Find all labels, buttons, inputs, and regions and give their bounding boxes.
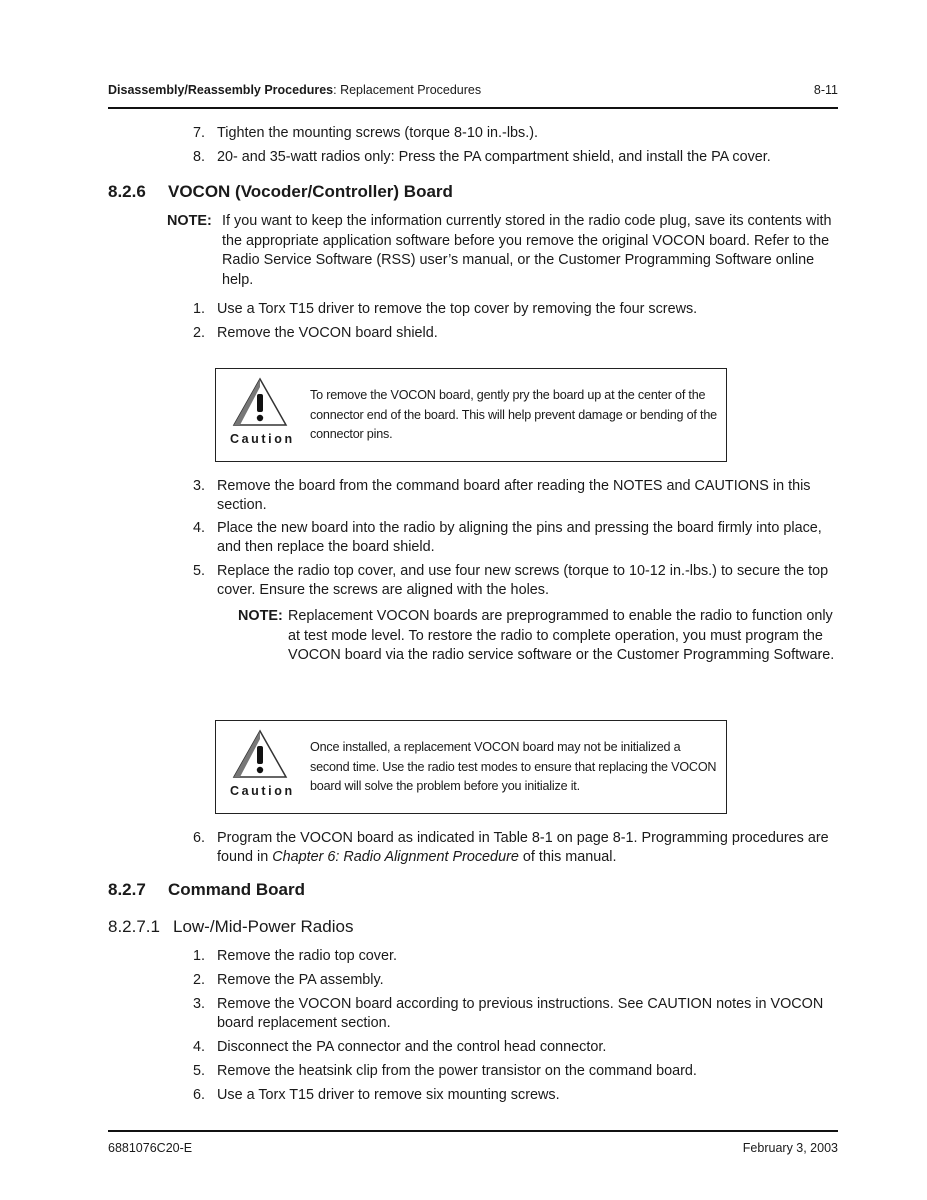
subsection-title: Low-/Mid-Power Radios	[173, 917, 354, 936]
step-text: Disconnect the PA connector and the control head connector.	[217, 1039, 607, 1055]
footer-rule	[108, 1130, 838, 1132]
note-label: NOTE:	[167, 213, 212, 229]
step-text: Remove the heatsink clip from the power transistor on the command board.	[217, 1063, 697, 1079]
note-text: If you want to keep the information currently stored in the radio code plug, save its contents with the appropriate application software before you remove the original VOCON board. Refer to the Radio Service Software (RSS) user’s manual, or the Customer Programming Software online help.	[222, 213, 832, 288]
step-number: 3.	[192, 478, 205, 494]
step-number: 3.	[192, 996, 205, 1012]
step-text: Use a Torx T15 driver to remove the top cover by removing the four screws.	[217, 301, 698, 317]
list-item	[160, 1038, 836, 1057]
step-number: 2.	[192, 972, 205, 988]
step-text: Remove the board from the command board after reading the NOTES and CAUTIONS in this section.	[217, 478, 811, 514]
step-number: 4.	[192, 1039, 205, 1055]
note-block	[167, 212, 837, 290]
list-item	[160, 324, 836, 343]
step-text: Remove the radio top cover.	[217, 948, 397, 964]
list-item	[160, 971, 836, 990]
step-number: 2.	[192, 325, 205, 341]
caution-box	[215, 720, 727, 814]
step-text-part: Program the VOCON board as indicated in Table 8-1 on page 8-1. Programming procedures are found in	[217, 830, 829, 866]
section-heading-826	[108, 182, 453, 202]
chapter-reference: Chapter 6: Radio Alignment Procedure	[272, 849, 519, 866]
list-item	[160, 124, 836, 143]
header-rule	[108, 107, 838, 109]
step-number: 1.	[192, 948, 205, 964]
note-text: Replacement VOCON boards are preprogrammed to enable the radio to function only at test mode level. To restore the radio to complete operation, you must program the VOCON board via the radio service software or the Customer Programming Software.	[288, 608, 835, 664]
list-item	[160, 947, 836, 966]
section-title: VOCON (Vocoder/Controller) Board	[168, 182, 453, 201]
step-text: Tighten the mounting screws (torque 8-10 in.-lbs.).	[217, 125, 539, 141]
list-item	[160, 300, 836, 319]
step-text: Place the new board into the radio by aligning the pins and pressing the board firmly into place, and then replace the board shield.	[217, 520, 822, 556]
section-heading-827	[108, 880, 305, 900]
warning-triangle-icon	[230, 377, 290, 427]
step-text	[217, 829, 836, 868]
caution-text: Once installed, a replacement VOCON board may not be initialized a second time. Use the radio test modes to ensure that replacing the VOCON board will solve the problem before you initialize it.	[310, 740, 717, 793]
step-text: Replace the radio top cover, and use four new screws (torque to 10-12 in.-lbs.) to secure the top cover. Ensure the screws are aligned with the holes.	[217, 563, 829, 599]
warning-triangle-icon	[230, 729, 290, 779]
section-number: 8.2.7	[108, 880, 146, 899]
list-item	[160, 562, 836, 601]
caution-box	[215, 368, 727, 462]
subsection-heading-8271	[108, 917, 353, 937]
subsection-number: 8.2.7.1	[108, 917, 160, 936]
list-item	[160, 477, 836, 516]
list-item	[160, 829, 836, 868]
step-text: Remove the VOCON board shield.	[217, 325, 438, 341]
list-item	[160, 1062, 836, 1081]
note-label: NOTE:	[238, 608, 283, 624]
header-section-rest: : Replacement Procedures	[333, 83, 482, 97]
section-number: 8.2.6	[108, 182, 146, 201]
caution-label: Caution	[230, 432, 295, 446]
list-item	[160, 1086, 836, 1105]
list-item	[160, 519, 836, 558]
step-number: 4.	[192, 520, 205, 536]
step-number: 7.	[192, 125, 205, 141]
step-number: 1.	[192, 301, 205, 317]
header-section-bold: Disassembly/Reassembly Procedures	[108, 83, 334, 97]
page-number: 8-11	[813, 83, 838, 97]
section-title: Command Board	[168, 880, 305, 899]
list-item	[160, 995, 836, 1034]
step-number: 5.	[192, 1063, 205, 1079]
running-header	[108, 83, 481, 97]
step-text: Remove the PA assembly.	[217, 972, 384, 988]
publication-date: February 3, 2003	[742, 1141, 838, 1155]
caution-label: Caution	[230, 784, 295, 798]
note-block	[238, 607, 836, 666]
list-item	[160, 148, 836, 167]
step-number: 5.	[192, 563, 205, 579]
step-text: Remove the VOCON board according to previous instructions. See CAUTION notes in VOCON board replacement section.	[217, 996, 824, 1032]
step-text: Use a Torx T15 driver to remove six mounting screws.	[217, 1087, 560, 1103]
document-number: 6881076C20-E	[108, 1141, 193, 1155]
step-number: 6.	[192, 830, 205, 846]
step-number: 6.	[192, 1087, 205, 1103]
step-text: 20- and 35-watt radios only: Press the PA compartment shield, and install the PA cover.	[217, 149, 771, 165]
step-text-part: of this manual.	[518, 849, 617, 866]
step-number: 8.	[192, 149, 205, 165]
caution-text: To remove the VOCON board, gently pry the board up at the center of the connector end of the board. This will help prevent damage or bending of the connector pins.	[310, 388, 717, 441]
